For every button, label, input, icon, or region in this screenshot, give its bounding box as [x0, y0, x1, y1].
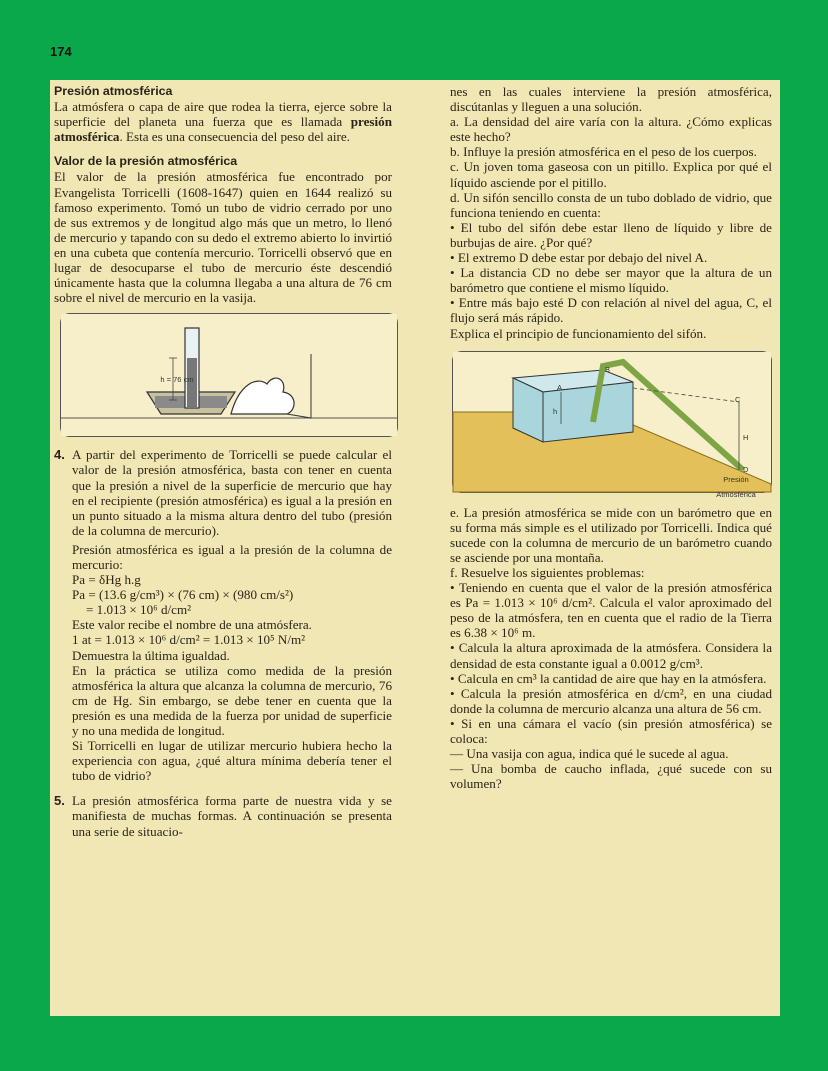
siphon-caption: Presión Atmosférica	[716, 474, 756, 499]
item-d-bullet-2: • El extremo D debe estar por debajo del nivel A.	[450, 250, 772, 265]
item-f-bullet-2: • Calcula la altura aproximada de la atmósfera. Considera la densidad de esta constante igual a 0.0012 g/cm³.	[450, 640, 772, 670]
siphon-label-c: C	[735, 394, 741, 404]
item-f-bullet-4: • Calcula la presión atmosférica en d/cm², en una ciudad donde la columna de mercurio alcanza una altura de 56 cm.	[450, 686, 772, 716]
siphon-label-b: B	[605, 364, 611, 374]
item-f: f. Resuelve los siguientes problemas:	[450, 564, 645, 580]
torricelli-illustration	[61, 314, 397, 436]
exercise-4-question: Si Torricelli en lugar de utilizar mercurio hubiera hecho la experiencia con agua, ¿qué altura mínima debería tener el tubo de vidrio?	[72, 738, 392, 784]
exercise-4-number: 4.	[54, 447, 65, 463]
exercise-4-demonstrate: Demuestra la última igualdad.	[72, 647, 230, 663]
exercise-4-text: A partir del experimento de Torricelli se puede calcular el valor de la presión atmosférica, basta con tener en cuenta que la presión a nivel de la superficie de mercurio que hay en el recipiente (presión atmosférica) es igual a la presión en un punto situado a la misma altura dentro del tubo (presión de la columna de mercurio).	[72, 447, 392, 538]
paragraph-situations: nes en las cuales interviene la presión atmosférica, discútanlas y lleguen a una solución.	[450, 84, 772, 115]
item-a: a. La densidad del aire varía con la altura. ¿Cómo explicas este hecho?	[450, 114, 772, 145]
paragraph-torricelli: El valor de la presión atmosférica fue encontrado por Evangelista Torricelli (1608-1647) quien en 1644 realizó su famoso experimento. Tomó un tubo de vidrio cerrado por uno de sus extremos y de longitud algo más que un metro, lo llenó de mercurio y tapando con su dedo el extremo abierto lo invirtió en una cubeta que contenía mercurio. Torricelli observó que en lugar de desocuparse el tubo de mercurio éste descendió únicamente hasta que la columna llegaba a una altura de 76 cm sobre el nivel de mercurio en la vasija.	[54, 169, 392, 306]
left-column	[54, 84, 392, 839]
siphon-label-h-lower: h	[553, 406, 558, 416]
item-e: e. La presión atmosférica se mide con un barómetro que en su forma más simple es el utilizado por Torricelli. Indica qué sucede con la columna de mercurio de un barómetro cuando se asciende por una montaña.	[450, 504, 772, 565]
textbook-page	[50, 80, 780, 1016]
equation-4: 1 at = 1.013 × 10⁶ d/cm² = 1.013 × 10⁵ N/m²	[72, 632, 306, 648]
equation-2: Pa = (13.6 g/cm³) × (76 cm) × (980 cm/s²)	[72, 587, 294, 603]
siphon-label-d: D	[743, 464, 749, 474]
item-d: d. Un sifón sencillo consta de un tubo doblado de vidrio, que funciona teniendo en cuenta:	[450, 189, 772, 220]
siphon-illustration	[453, 352, 771, 492]
right-column	[450, 84, 772, 791]
exercise-4-atmosphere: Este valor recibe el nombre de una atmósfera.	[72, 617, 312, 633]
exercise-4-pressure: Presión atmosférica es igual a la presión de la columna de mercurio:	[72, 541, 392, 572]
page-number: 174	[50, 44, 72, 59]
item-c: c. Un joven toma gaseosa con un pitillo. Explica por qué el líquido asciende por el pitillo.	[450, 159, 772, 190]
siphon-figure	[452, 351, 772, 499]
paragraph-intro: La atmósfera o capa de aire que rodea la tierra, ejerce sobre la superficie del planeta una fuerza que es llamada presión atmosférica. Esta es una consecuencia del peso del aire.	[54, 99, 392, 145]
item-f-dash-2: — Una bomba de caucho inflada, ¿qué sucede con su volumen?	[450, 761, 772, 792]
item-f-bullet-1: • Teniendo en cuenta que el valor de la presión atmosférica es Pa = 1.013 × 10⁶ d/cm². Calcula el valor aproximado del peso de la atmósfera, ten en cuenta que el radio de la Tierra es 6.38 × 10⁶ m.	[450, 580, 772, 640]
heading-presion: Presión atmosférica	[54, 84, 173, 98]
exercise-4-practice: En la práctica se utiliza como medida de la presión atmosférica la altura que alcanza la columna de mercurio, 76 cm de Hg. Sin embargo, se debe tener en cuenta que la presión es una medida de la fuerza por unidad de superficie y no una medida de longitud.	[72, 662, 392, 738]
exercise-5-text: La presión atmosférica forma parte de nuestra vida y se manifiesta de muchas formas. A continuación se presenta una serie de situacio-	[72, 793, 392, 839]
item-d-bullet-1: • El tubo del sifón debe estar lleno de líquido y libre de burbujas de aire. ¿Por qué?	[450, 220, 772, 250]
exercise-5-number: 5.	[54, 793, 65, 809]
siphon-label-h-upper: H	[743, 432, 749, 442]
exercise-4	[54, 447, 392, 783]
item-f-dash-1: — Una vasija con agua, indica qué le sucede al agua.	[450, 746, 729, 762]
item-d-bullet-4: • Entre más bajo esté D con relación al nivel del agua, C, el flujo será más rápido.	[450, 295, 772, 325]
equation-1: Pa = δHg h.g	[72, 572, 141, 588]
item-b: b. Influye la presión atmosférica en el peso de los cuerpos.	[450, 144, 757, 160]
torricelli-figure	[60, 313, 398, 437]
exercise-5	[54, 793, 392, 838]
item-d-explain: Explica el principio de funcionamiento del sifón.	[450, 325, 707, 341]
siphon-label-a: A	[557, 382, 563, 392]
item-f-bullet-3: • Calcula en cm³ la cantidad de aire que hay en la atmósfera.	[450, 671, 772, 686]
figure-height-label: h = 76 cm	[160, 375, 194, 385]
equation-3: = 1.013 × 10⁶ d/cm²	[86, 602, 192, 618]
item-d-bullet-3: • La distancia CD no debe ser mayor que la altura de un barómetro que contiene el mismo líquido.	[450, 265, 772, 295]
heading-valor: Valor de la presión atmosférica	[54, 154, 238, 169]
item-f-bullet-5: • Si en una cámara el vacío (sin presión atmosférica) se coloca:	[450, 716, 772, 746]
